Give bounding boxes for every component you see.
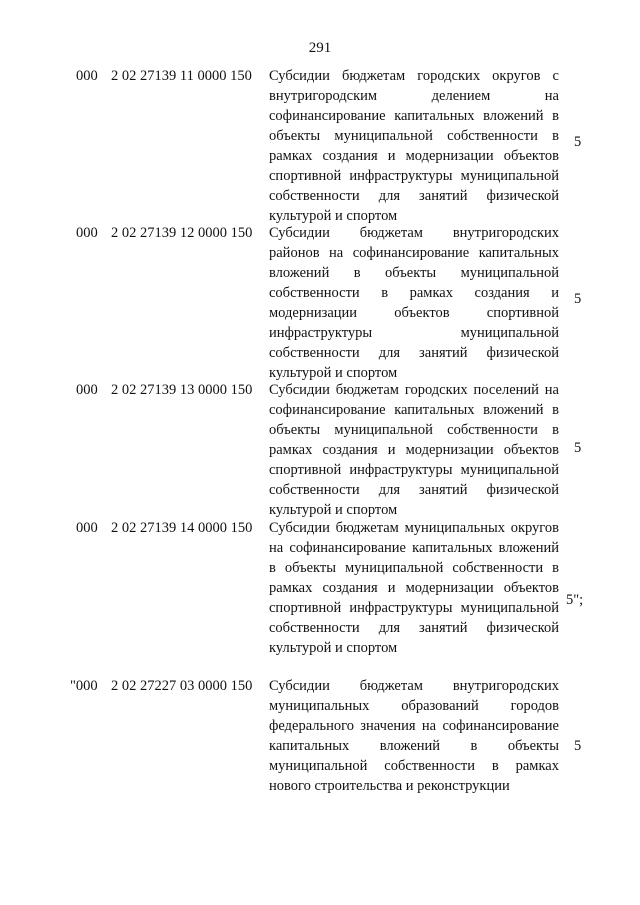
- page-number: 291: [308, 40, 332, 56]
- row-code-prefix: 000: [76, 382, 98, 398]
- row-value: 5: [574, 291, 582, 307]
- row-budget-code: 2 02 27139 11 0000 150: [111, 68, 252, 84]
- row-value: 5";: [566, 592, 584, 608]
- row-description: Субсидии бюджетам городских округов с внутригородским делением на софинансирование капитальных вложений в объекты муниципальной собственности в рамках создания и модернизации объектов спортивной инфраструктуры муниципальной собственности для занятий физической культурой и спортом: [269, 68, 559, 224]
- row-description: Субсидии бюджетам внутригородских районов на софинансирование капитальных вложений в объекты муниципальной собственности в рамках создания и модернизации объектов спортивной инфраструктуры муниципальной собственности для занятий физической культурой и спортом: [269, 225, 559, 381]
- row-value: 5: [574, 738, 582, 754]
- row-budget-code: 2 02 27139 12 0000 150: [111, 225, 253, 241]
- row-value: 5: [574, 440, 582, 456]
- row-description: Субсидии бюджетам городских поселений на софинансирование капитальных вложений в объекты муниципальной собственности в рамках создания и модернизации объектов спортивной инфраструктуры муниципальной собственности для занятий физической культурой и спортом: [269, 382, 559, 518]
- row-value: 5: [574, 134, 582, 150]
- row-description: Субсидии бюджетам внутригородских муниципальных образований городов федерального значения на софинансирование капитальных вложений в объекты муниципальной собственности в рамках нового строительства и реконструкции: [269, 678, 559, 794]
- row-code-prefix: 000: [76, 520, 98, 536]
- row-code-prefix: 000: [76, 68, 98, 84]
- row-budget-code: 2 02 27139 13 0000 150: [111, 382, 253, 398]
- row-code-prefix: 000: [76, 225, 98, 241]
- row-description: Субсидии бюджетам муниципальных округов на софинансирование капитальных вложений в объекты муниципальной собственности в рамках создания и модернизации объектов спортивной инфраструктуры муниципальной собственности для занятий физической культурой и спортом: [269, 520, 559, 656]
- row-budget-code: 2 02 27227 03 0000 150: [111, 678, 253, 694]
- row-budget-code: 2 02 27139 14 0000 150: [111, 520, 253, 536]
- row-code-prefix: "000: [70, 678, 98, 694]
